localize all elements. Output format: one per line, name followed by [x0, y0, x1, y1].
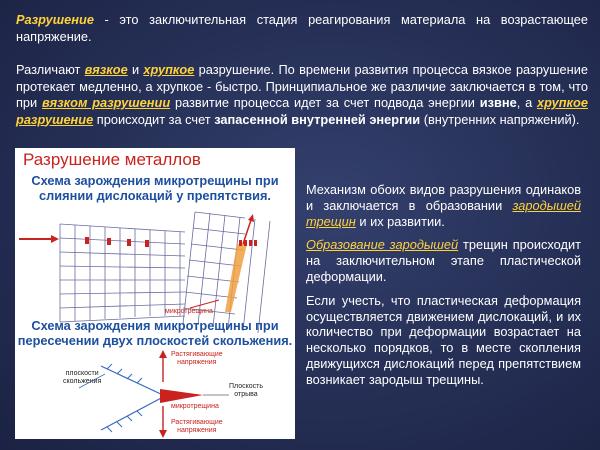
text-segment: Механизм обоих видов разрушения одинаков и заключается в образовании	[306, 182, 581, 213]
term-brittle-fracture: хрупкое разрушение	[16, 95, 588, 127]
right-text-column	[306, 182, 581, 396]
text-segment: (внутренних напряжений).	[420, 111, 580, 127]
label-line: плоскости	[65, 370, 99, 377]
intro-text: - это заключительная стадия реагирования материала на возрастающее напряжение.	[16, 12, 588, 44]
mechanism-paragraph	[306, 182, 581, 229]
figure-caption-1: Схема зарождения микротрещины при слиянии дислокаций у препятствия.	[31, 173, 279, 203]
term-stored-energy: запасенной внутренней энергии	[214, 111, 421, 127]
text-segment: Различают	[16, 62, 85, 77]
nucleation-paragraph	[306, 237, 581, 284]
term-viscous: вязкое	[84, 62, 128, 77]
term-brittle: хрупкое	[143, 62, 195, 77]
text-segment: происходит за счет	[93, 111, 215, 127]
slip-planes-label	[63, 370, 101, 386]
figure-title: Разрушение металлов	[23, 150, 201, 169]
text-segment: и	[127, 62, 144, 77]
text-segment: трещин происходит на заключительном этапе пластической деформации.	[306, 237, 581, 284]
term-viscous-fracture: вязком разрушении	[42, 95, 171, 110]
text-segment: , а	[516, 95, 538, 110]
tensile-stress-label-top	[171, 351, 223, 367]
text-segment: и их развитии.	[355, 213, 445, 229]
label-line: Растягивающие	[171, 419, 223, 426]
term-outside: извне	[479, 95, 517, 110]
label-line: напряжения	[177, 427, 217, 434]
tear-plane-label	[229, 383, 263, 399]
label-line: напряжения	[177, 359, 217, 366]
text-segment: развитие процесса идет за счет подвода энергии	[170, 95, 480, 110]
text-segment: разрушение. По времени развития процесса вязкое разрушение протекает медленно, а хрупкое - быстро. Принципиальное же различие заключается в том, что при	[16, 62, 588, 110]
label-line: скольжения	[63, 378, 102, 385]
figure-caption-2: Схема зарождения микротрещины при пересечении двух плоскостей скольжения.	[17, 318, 293, 348]
dislocation-pileup-diagram	[15, 204, 295, 334]
term-fracture: Разрушение	[16, 12, 94, 27]
label-line: Плоскость	[229, 383, 263, 390]
microcrack-label-2: микротрещина	[171, 403, 219, 410]
label-line: Растягивающие	[171, 351, 223, 358]
microcrack-label-1: микротрещина	[165, 308, 213, 315]
fracture-types-paragraph	[16, 62, 588, 128]
metal-fracture-figure	[15, 148, 295, 439]
nucleation-link: Образование зародышей	[306, 237, 459, 253]
intro-paragraph	[16, 12, 588, 45]
tensile-stress-label-bottom	[171, 419, 223, 435]
crack-nuclei-link: зародышей трещин	[306, 197, 581, 229]
dislocation-paragraph: Если учесть, что пластическая деформация осуществляется движением дислокаций, и их количество при деформации возрастает на несколько порядков, то в месте скопления движущихся дислокаций перед препятствием возникает зародыш трещины.	[306, 292, 581, 387]
label-line: отрыва	[234, 391, 258, 398]
